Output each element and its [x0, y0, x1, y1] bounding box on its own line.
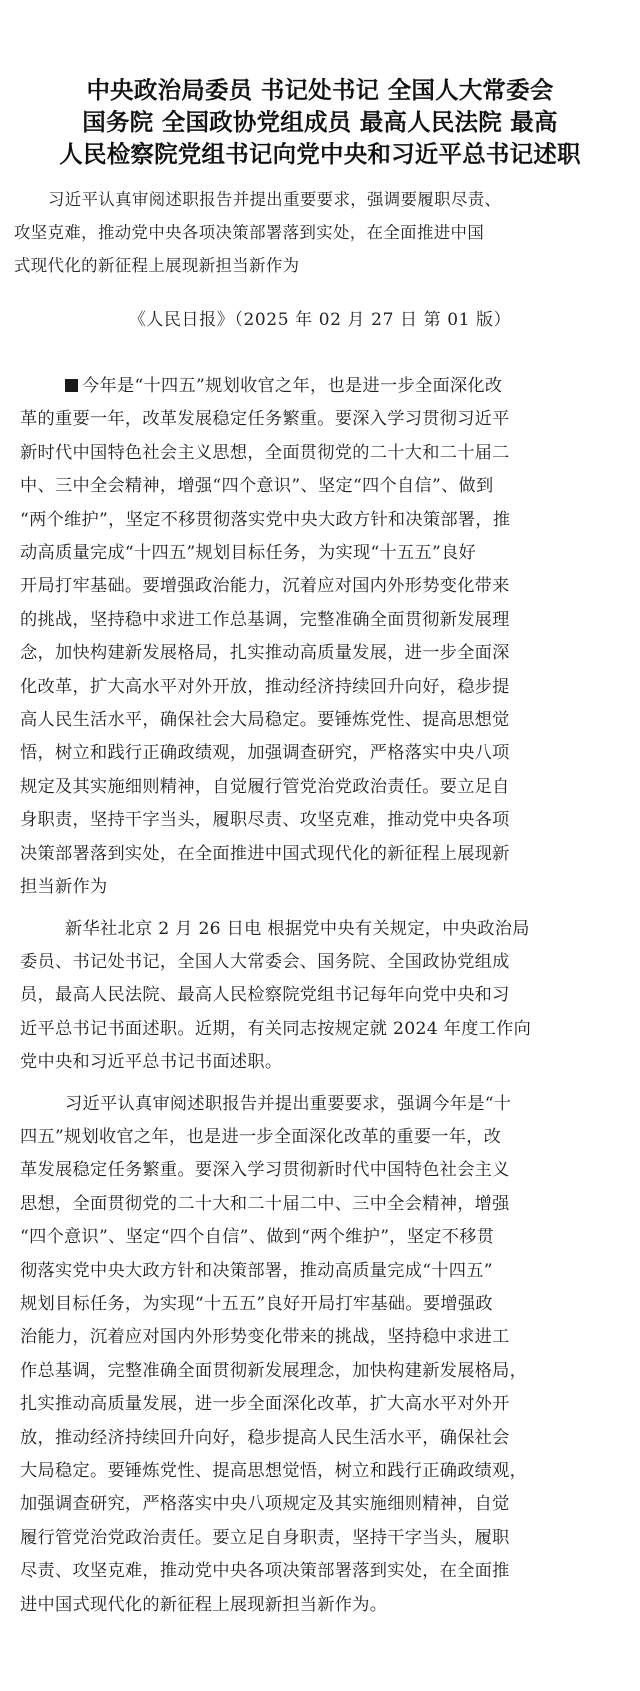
paragraph-line: 尽责、攻坚克难，推动党中央各项决策部署落到实处，在全面推	[20, 1561, 510, 1582]
paragraph-line: 开局打牢基础。要增强政治能力，沉着应对国内外形势变化带来	[20, 576, 510, 597]
paragraph-line: 的挑战，坚持稳中求进工作总基调，完整准确全面贯彻新发展理	[20, 609, 510, 630]
paragraph-line: “两个维护”，坚定不移贯彻落实党中央大政方针和决策部署，推	[20, 509, 511, 530]
paragraph-line: 扎实推动高质量发展，进一步全面深化改革，扩大高水平对外开	[20, 1394, 510, 1415]
subtitle-line: 习近平认真审阅述职报告并提出重要要求，强调要履职尽责、	[48, 190, 502, 209]
paragraph-line: 中、三中全会精神，增强“四个意识”、坚定“四个自信”、做到	[20, 476, 494, 497]
article-body	[20, 370, 624, 1622]
paragraph-line: 决策部署落到实处，在全面推进中国式现代化的新征程上展现新	[20, 843, 510, 864]
paragraph-line: 作总基调，完整准确全面贯彻新发展理念，加快构建新发展格局，	[20, 1360, 528, 1381]
square-bullet-icon	[65, 379, 78, 392]
paragraph-line: 放，推动经济持续回升向好，稳步提高人民生活水平，确保社会	[20, 1427, 510, 1448]
paragraph-line	[20, 370, 624, 403]
paragraph-line: 担当新作为	[20, 877, 108, 898]
paragraph-line: 加强调查研究，严格落实中央八项规定及其实施细则精神，自觉	[20, 1494, 510, 1515]
paragraph-line: 革的重要一年，改革发展稳定任务繁重。要深入学习贯彻习近平	[20, 409, 510, 430]
paragraph-line: 彻落实党中央大政方针和决策部署，推动高质量完成“十四五”	[20, 1260, 493, 1281]
subtitle-line: 攻坚克难，推动党中央各项决策部署落到实处，在全面推进中国	[14, 223, 485, 242]
headline-line: 中央政治局委员 书记处书记 全国人大常委会	[86, 76, 554, 104]
paragraph-line: 履行管党治党政治责任。要立足自身职责，坚持干字当头，履职	[20, 1527, 510, 1548]
article-source: 《人民日报》（2025 年 02 月 27 日 第 01 版）	[128, 310, 512, 330]
subtitle-line: 式现代化的新征程上展现新担当新作为	[14, 256, 300, 275]
paragraph-line: 四五”规划收官之年，也是进一步全面深化改革的重要一年，改	[20, 1126, 502, 1147]
paragraph-line: 近平总书记书面述职。近期，有关同志按规定就 2024 年度工作向	[20, 1018, 532, 1039]
paragraph-line: 革发展稳定任务繁重。要深入学习贯彻新时代中国特色社会主义	[20, 1160, 510, 1181]
headline-line: 人民检察院党组书记向党中央和习近平总书记述职	[59, 140, 581, 168]
paragraph-line: 动高质量完成“十四五”规划目标任务，为实现“十五五”良好	[20, 543, 477, 564]
paragraph-line: 进中国式现代化的新征程上展现新担当新作为。	[20, 1594, 388, 1615]
paragraph-line: 高人民生活水平，确保社会大局稳定。要锤炼党性、提高思想觉	[20, 710, 510, 731]
paragraph-line: 大局稳定。要锤炼党性、提高思想觉悟，树立和践行正确政绩观，	[20, 1461, 528, 1481]
paragraph-line-text: 今年是“十四五”规划收官之年，也是进一步全面深化改	[82, 376, 503, 396]
paragraph-line: 身职责，坚持干字当头，履职尽责、攻坚克难，推动党中央各项	[20, 810, 510, 831]
paragraph-line: 念，加快构建新发展格局，扎实推动高质量发展，进一步全面深	[20, 643, 510, 664]
body-paragraph	[20, 1088, 624, 1623]
paragraph-line: 新华社北京 2 月 26 日电 根据党中央有关规定，中央政治局	[65, 918, 530, 939]
paragraph-line: 党中央和习近平总书记书面述职。	[20, 1052, 283, 1073]
paragraph-line: 委员、书记处书记，全国人大常委会、国务院、全国政协党组成	[20, 951, 510, 972]
headline-line: 国务院 全国政协党组成员 最高人民法院 最高	[82, 108, 558, 136]
paragraph-line: 治能力，沉着应对国内外形势变化带来的挑战，坚持稳中求进工	[20, 1327, 510, 1348]
body-paragraph	[20, 370, 624, 905]
paragraph-line: “四个意识”、坚定“四个自信”、做到“两个维护”，坚定不移贯	[20, 1227, 495, 1248]
paragraph-line: 悟，树立和践行正确政绩观，加强调查研究，严格落实中央八项	[20, 743, 510, 764]
paragraph-line: 规划目标任务，为实现“十五五”良好开局打牢基础。要增强政	[20, 1293, 493, 1314]
article-headline	[18, 74, 622, 170]
body-paragraph	[20, 913, 624, 1080]
paragraph-line: 思想，全面贯彻党的二十大和二十届二中、三中全会精神，增强	[20, 1193, 510, 1214]
paragraph-line: 习近平认真审阅述职报告并提出重要要求，强调今年是“十	[65, 1093, 512, 1114]
paragraph-line: 规定及其实施细则精神，自觉履行管党治党政治责任。要立足自	[20, 776, 510, 797]
paragraph-line: 新时代中国特色社会主义思想，全面贯彻党的二十大和二十届二	[20, 442, 510, 463]
article-subtitle	[14, 183, 626, 282]
paragraph-line: 化改革，扩大高水平对外开放，推动经济持续回升向好，稳步提	[20, 676, 510, 697]
paragraph-line: 员，最高人民法院、最高人民检察院党组书记每年向党中央和习	[20, 985, 510, 1006]
